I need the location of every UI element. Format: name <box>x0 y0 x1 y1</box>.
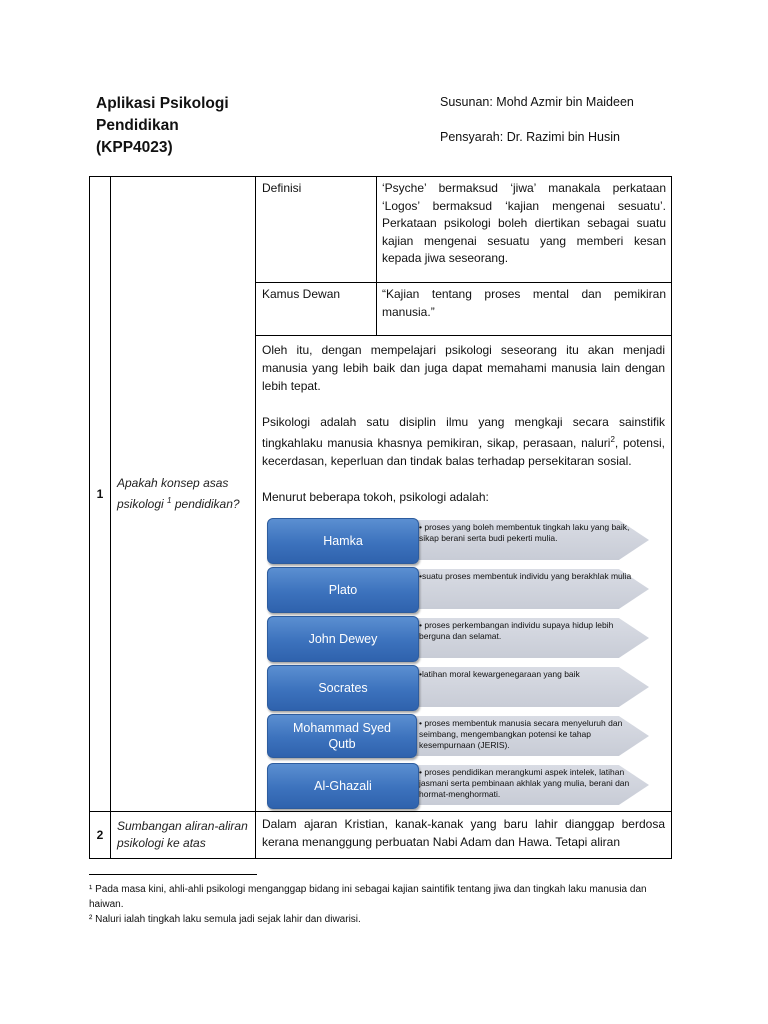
concept-content <box>256 336 672 812</box>
document-title <box>96 93 296 159</box>
footnote-ref-1: 1 <box>167 496 172 505</box>
diagram-row-al-ghazali <box>267 763 667 805</box>
title-line-1: Aplikasi Psikologi <box>96 95 229 112</box>
title-line-2: Pendidikan <box>96 117 179 134</box>
figure-description: • proses membentuk manusia secara menyeluruh dan seimbang, mengembangkan potensi ke tahap kesempurnaan (JERIS). <box>419 718 623 750</box>
table-row <box>90 812 672 859</box>
diagram-row-socrates <box>267 665 667 707</box>
diagram-row-john-dewey <box>267 616 667 658</box>
figure-description: • proses pendidikan merangkumi aspek intelek, latihan jasmani serta pembinaan akhlak yang mulia, berani dan hormat-menghormati. <box>419 767 630 799</box>
row-number: 1 <box>90 177 111 812</box>
kamus-text: “Kajian tentang proses mental dan pemikiran manusia.” <box>377 283 672 336</box>
figure-description: • proses yang boleh membentuk tingkah laku yang baik, sikap berani serta budi pekerti mulia. <box>419 522 630 543</box>
paragraph-2 <box>262 413 665 470</box>
paragraph-2-text-b: , potensi, kecerdasan, keperluan dan tindak balas terhadap persekitaran sosial. <box>262 436 665 468</box>
paragraph-1: Oleh itu, dengan mempelajari psikologi seseorang itu akan menjadi manusia yang lebih baik dan juga dapat memahami manusia lain dengan lebih tepat. <box>262 343 665 393</box>
author-line: Susunan: Mohd Azmir bin Maideen <box>440 95 634 109</box>
figure-name-box: Hamka <box>267 518 419 564</box>
title-line-3: (KPP4023) <box>96 139 173 156</box>
figure-description: • proses perkembangan individu supaya hidup lebih berguna dan selamat. <box>419 620 614 641</box>
lecturer-line: Pensyarah: Dr. Razimi bin Husin <box>440 130 620 144</box>
question-tail: pendidikan? <box>174 497 240 511</box>
figure-name-box: Al-Ghazali <box>267 763 419 809</box>
row-number: 2 <box>90 812 111 859</box>
definisi-text: ‘Psyche’ bermaksud ‘jiwa’ manakala perkataan ‘Logos’ bermaksud ‘kajian mengenai sesuatu’. Perkataan psikologi boleh diertikan sebagai suatu kajian mengenai sesuatu yang memberi kesan kepada jiwa seseorang. <box>377 177 672 283</box>
question-text: Apakah konsep asas psikologi <box>117 476 229 511</box>
definisi-label: Definisi <box>256 177 377 283</box>
figure-name-box: John Dewey <box>267 616 419 662</box>
diagram-row-mohammad-syed-qutb <box>267 714 667 756</box>
footnote-ref-2: 2 <box>610 435 615 444</box>
content-table <box>89 176 672 859</box>
paragraph-3: Menurut beberapa tokoh, psikologi adalah: <box>262 490 489 504</box>
kamus-label: Kamus Dewan <box>256 283 377 336</box>
figure-name-box: Plato <box>267 567 419 613</box>
footnotes <box>89 882 671 927</box>
footnote-1: ¹ Pada masa kini, ahli-ahli psikologi menganggap bidang ini sebagai kajian saintifik tentang jiwa dan tingkah laku manusia dan haiwan. <box>89 884 647 910</box>
figure-name-box: Socrates <box>267 665 419 711</box>
figure-description: •suatu proses membentuk individu yang berakhlak mulia <box>419 571 632 581</box>
table-row <box>90 177 672 283</box>
footnote-2: ² Naluri ialah tingkah laku semula jadi sejak lahir dan diwarisi. <box>89 914 361 925</box>
footnote-divider <box>89 874 257 875</box>
row-question <box>111 177 256 812</box>
row-question: Sumbangan aliran-aliran psikologi ke atas <box>111 812 256 859</box>
paragraph-2-text-a: Psikologi adalah satu disiplin ilmu yang mengkaji secara sainstifik tingkahlaku manusia khasnya pemikiran, sikap, perasaan, naluri <box>262 415 665 450</box>
diagram-row-hamka <box>267 518 667 560</box>
figures-diagram <box>267 518 669 800</box>
diagram-row-plato <box>267 567 667 609</box>
row-2-content: Dalam ajaran Kristian, kanak-kanak yang baru lahir dianggap berdosa kerana menanggung perbuatan Nabi Adam dan Hawa. Tetapi aliran <box>256 812 672 859</box>
figure-name-box: Mohammad Syed Qutb <box>267 714 417 758</box>
figure-description: •latihan moral kewargenegaraan yang baik <box>419 669 580 679</box>
